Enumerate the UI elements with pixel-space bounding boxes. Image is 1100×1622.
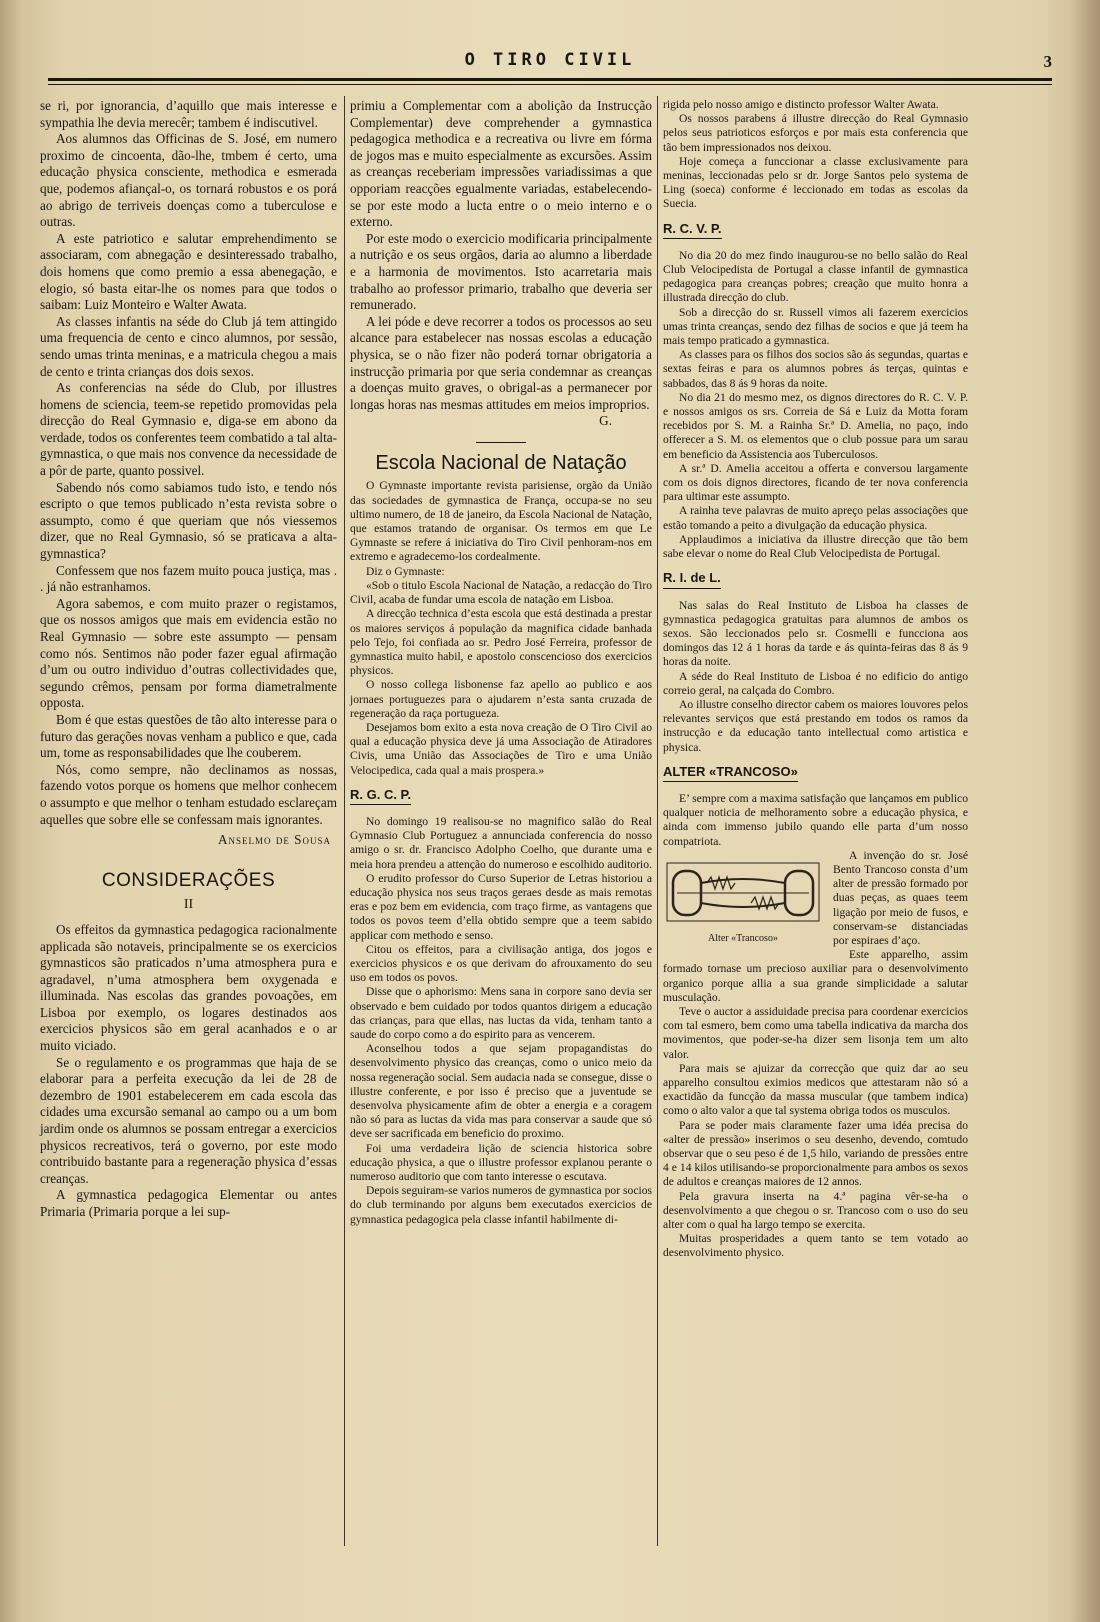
section-heading: R. C. V. P.	[663, 222, 722, 239]
paragraph: «Sob o titulo Escola Nacional de Natação, a redacção do Tiro Civil, acaba de fundar uma escola de natação em Lisboa.	[350, 578, 652, 607]
paragraph: Agora sabemos, e com muito prazer o registamos, que os nossos amigos que mais em evidencia estão no Real Gymnasio — sobre este assumpto — pensam como nós. Sentimos não poder fazer egual afirmação d’um ou outro individuo d’outras collectividades que, segundo crêmos, pensam por forma diametralmente opposta.	[40, 595, 337, 711]
paragraph: Teve o auctor a assiduidade precisa para coordenar exercicios com tal esmero, bem como uma tabella indicativa da marcha dos movimentos, que poder-se-ha dizer sem lisonja tem um alto valor.	[663, 1004, 968, 1061]
paragraph: Sob a direcção do sr. Russell vimos ali fazerem exercicios umas trinta creanças, sendo dez filhas de socios e que já teem ha mais tempo praticado a gymnastica.	[663, 305, 968, 348]
column-2	[350, 98, 652, 1227]
paragraph: Por este modo o exercicio modificaria principalmente a nutrição e os seus orgãos, daria ao alumno a liberdade e a harmonia de movimentos. Isto acarretaria mais trabalho ao professor primario, trabalho que deveria ser remunerado.	[350, 230, 652, 313]
column-1	[40, 98, 337, 1221]
paragraph: Depois seguiram-se varios numeros de gymnastica por socios do club terminando por alguns bem executados exercicios de gymnastica pedagogica pela classe infantil habilmente di-	[350, 1184, 652, 1226]
paragraph: E’ sempre com a maxima satisfação que lançamos em publico qualquer noticia de melhoramento sobre a educação physica, e ainda com immenso jubilo quando elle parta d’um nosso compatriota.	[663, 791, 968, 848]
paragraph: Desejamos bom exito a esta nova creação de O Tiro Civil ao qual a educação physica deve já uma Associação de Atiradores Civis, uma União das Associações de Tiro e uma União Velocipedica, cada qual a mais prospera.»	[350, 720, 652, 777]
paragraph: No dia 21 do mesmo mez, os dignos directores do R. C. V. P. e nossos amigos os srs. Correia de Sá e Luiz da Motta foram recebidos por S. M. a Rainha Sr.ª D. Amelia, no paço, indo offerecer a S. M. os elementos que o club possue para um sarau em beneficio da Assistencia aos Tuberculosos.	[663, 390, 968, 461]
paragraph: Confessem que nos fazem muito pouca justiça, mas . . já não estranhamos.	[40, 562, 337, 595]
paragraph: Este apparelho, assim formado tornase um precioso auxiliar para o desenvolvimento organico porque allia a sua grande simplicidade a salutar musculação.	[663, 948, 968, 1004]
paragraph: Aos alumnos das Officinas de S. José, em numero proximo de cincoenta, dão-lhe, tmbem é certo, uma educação physica consciente, methodica e esmerada que, podemos afiançal-o, os tornará robustos e os porá ao abrigo de terriveis doenças como a tuberculose e outras.	[40, 131, 337, 230]
separator-dash	[476, 442, 526, 443]
paragraph: A lei póde e deve recorrer a todos os processos ao seu alcance para estabelecer nas nossas escolas a educação physica, se o não fizer não poderá tornar obrigatoria a instrucção primaria por que seria condemnar as creanças a doenças muito graves, o obrigal-as a permanecer por longas horas nas mesmas attitudes em meios improprios.	[350, 313, 652, 412]
section-numeral: II	[183, 897, 194, 913]
paragraph: Se o regulamento e os programmas que haja de se elaborar para a perfeita execução da lei de 28 de dezembro de 1901 estabelecerem em cada escola das cidades uma excursão semanal ao campo ou a um bom jardim onde os alumnos se possam entregar a exercicios physicos recreativos, terá o governo, por este modo contribuido bastante para a regeneração physica d’essas creanças.	[40, 1054, 337, 1186]
paragraph: Pela gravura inserta na 4.ª pagina vêr-se-ha o desenvolvimento a que chegou o sr. Trancoso com o uso do seu alter com o qual ha largo tempo se exercita.	[663, 1189, 968, 1232]
paragraph: A gymnastica pedagogica Elementar ou antes Primaria (Primaria porque a lei sup-	[40, 1187, 337, 1219]
paragraph: Nas salas do Real Instituto de Lisboa ha classes de gymnastica pedagogica gratuitas para alumnos de ambos os sexos. São leccionados pelo sr. Cosmelli e funcciona aos domingos das 12 á 1 horas da tarde e ás quinta-feiras das 8 ás 9 horas da noite.	[663, 598, 968, 669]
paragraph: rigida pelo nosso amigo e distincto professor Walter Awata.	[663, 98, 939, 111]
paragraph: Applaudimos a iniciativa da illustre direcção que tão bem sabe elevar o nome do Real Club Velocipedista de Portugal.	[663, 532, 968, 561]
article-signature: Anselmo de Sousa	[218, 832, 331, 848]
paragraph: Disse que o aphorismo: Mens sana in corpore sano devia ser observado e bem cuidado por todos quantos dirigem a educação das crianças, para que ellas, nas luctas da vida, tenham tanto a saude do corpo como a do espirito para as vencerem.	[350, 985, 652, 1041]
newspaper-title: O TIRO CIVIL	[464, 50, 636, 70]
paragraph: O erudito professor do Curso Superior de Letras historiou a educação physica nos seus traços geraes desde as mais remotas eras e poz bem em evidencia, com traço firme, as vantagens que todos os povos teem d’ella obtido sempre que a teem sabido applicar com methodo e senso.	[350, 871, 652, 942]
paragraph: Muitas prosperidades a quem tanto se tem votado ao desenvolvimento physico.	[663, 1232, 968, 1260]
paragraph: A séde do Real Instituto de Lisboa é no edificio do antigo correio geral, na calçada do Combro.	[663, 669, 968, 697]
page-edge-shadow-left	[0, 0, 20, 1622]
page-header	[48, 46, 1052, 76]
escola-article	[350, 479, 652, 1226]
paragraph: Bom é que estas questões de tão alto interesse para o futuro das gerações novas venham a publico e que, cada um, tome as responsabilidades que lhe couberem.	[40, 711, 337, 761]
header-rule-thin	[48, 84, 1052, 85]
paragraph: No domingo 19 realisou-se no magnifico salão do Real Gymnasio Club Portuguez a annunciada conferencia do nosso amigo o sr. dr. Francisco Adolpho Coelho, que durante uma e meia hora prendeu a attenção do numeroso e escolhido auditorio.	[350, 814, 652, 871]
paragraph: Nós, como sempre, não declinamos as nossas, fazendo votos porque os homens que melhor conhecem o assumpto e que melhor o tenham estudado esclareçam aquelles que sobre elle se confessam mais ignorantes.	[40, 761, 337, 827]
header-rule-thick	[48, 78, 1052, 81]
page-number: 3	[1043, 52, 1052, 71]
paragraph: A invenção do sr. José Bento Trancoso consta d’um alter de pressão formado por duas peças, as quaes teem ligação por meio de fusos, e conservam-se distanciadas por espiraes d’aço.	[833, 848, 968, 947]
paragraph: A rainha teve palavras de muito apreço pelas associações que estão tomando a peito a divulgação da educação physica.	[663, 504, 968, 532]
article-initial: G.	[599, 413, 612, 429]
paragraph: As conferencias na séde do Club, por illustres homens de sciencia, teem-se repetido promovidas pela direcção do Real Gymnasio e, diga-se em abono da verdade, todos os conferentes teem combatido a tal alta-gymnastica, o que mais nos convence da necessidade de a pôr de parte, quanto possivel.	[40, 380, 337, 479]
paragraph: Aconselhou todos a que sejam propagandistas do desenvolvimento physico das creanças, como o unico meio da nossa regeneração social. Sem audacia nada se consegue, disse o illustre conferente, e por isso é preciso que a juventude se desenvolva physicamente afim de obter a energia e a coragem não só para as luctas da vida mas para conservar a saude que só deve ser sacrificada em beneficio do proximo.	[350, 1042, 652, 1141]
page-edge-shadow-right	[1070, 0, 1100, 1622]
paragraph: Para se poder mais claramente fazer uma idéa precisa do «alter de pressão» inserimos o seu desenho, devendo, comtudo observar que o seu peso é de 1,5 hilo, variando de pressões entre 4 e 14 kilos utilisando-se proporcionalmente para ambos os sexos de adultos e creanças maiores de 12 annos.	[663, 1118, 968, 1189]
section-heading: R. G. C. P.	[350, 788, 411, 805]
section-heading: CONSIDERAÇÕES	[101, 869, 276, 891]
alter-trancoso-figure	[663, 853, 823, 945]
dumbbell-illustration	[663, 853, 823, 933]
paragraph: A este patriotico e salutar emprehendimento se associaram, com abnegação e desinteressado trabalho, dois homens que como premio a essa abenegação, e elogio, só basta eitar-lhe os nomes para que todos o saibam: Luiz Monteiro e Walter Awata.	[40, 230, 337, 313]
paragraph: Os effeitos da gymnastica pedagogica racionalmente applicada são notaveis, principalmente se os exercicios gymnasticos são praticados n’uma atmosphera pura e agradavel, n’uma atmosphera bem oxygenada e illuminada. Nas escolas das grandes povoações, em Lisboa por exemplo, os logares destinados aos exercicios physicos são em geral acanhados e o ar muito viciado.	[40, 921, 337, 1054]
paragraph: Sabendo nós como sabiamos tudo isto, e tendo nós escripto o que temos publicado n’esta revista sobre o assumpto, como é que queriam que nós viessemos dizer, que no Real Gymnasio, só se praticava a alta-gymnastica?	[40, 479, 337, 562]
paragraph: A sr.ª D. Amelia acceitou a offerta e conversou largamente com os dois dignos directores, ficando de ter nova conferencia para ultimar este assumpto.	[663, 461, 968, 504]
paragraph: A direcção technica d’esta escola que está destinada a prestar os maiores serviços á população da magnifica cidade banhada pelo Tejo, foi confiada ao sr. Pedro José Ferreira, professor de gymnastica muito habil, e apostolo conscencioso dos exercicios physicos.	[350, 607, 652, 678]
section-heading: R. I. de L.	[663, 571, 721, 588]
figure-caption: Alter «Trancoso»	[708, 932, 778, 944]
paragraph: O Gymnaste importante revista parisiense, orgão da União das sociedades de gymnastica de França, occupa-se no seu ultimo numero, de 18 de janeiro, da Escola Nacional de Natação, que estamos tratando de organisar. Os termos em que Le Gymnaste se refere á iniciativa do Tiro Civil penhoram-nos em extremo e agradecemo-los cordealmente.	[350, 479, 652, 564]
paragraph: O nosso collega lisbonense faz apello ao publico e aos jornaes portuguezes para o ajudarem n’esta santa cruzada de regeneração da raça portugueza.	[350, 678, 652, 720]
paragraph: Hoje começa a funccionar a classe exclusivamente para meninas, leccionadas pelo sr dr. Jorge Santos pelo systema de Ling (soeca) conforme é leccionado em todas as escolas da Suecia.	[663, 154, 968, 211]
paragraph: Foi uma verdadeira lição de sciencia historica sobre educação physica, a que o illustre professor explanou perante o numeroso auditorio que com tanto interesse o escutava.	[350, 1141, 652, 1184]
paragraph: No dia 20 do mez findo inaugurou-se no bello salão do Real Club Velocipedista de Portugal a classe infantil de gymnastica pedagogica para creanças pobres; creação que muito honra a illustrada direcção do club.	[663, 248, 968, 305]
paragraph: se ri, por ignorancia, d’aquillo que mais interesse e sympathia lhe devia merecêr; tambem é indiscutivel.	[40, 98, 337, 130]
column-divider	[657, 96, 658, 1546]
paragraph: Citou os effeitos, para a civilisação antiga, dos jogos e exercicios physicos e os que derivam do afrouxamento do seu uso em todos os povos.	[350, 942, 652, 985]
section-heading: Escola Nacional de Natação	[375, 451, 627, 474]
paragraph: Ao illustre conselho director cabem os maiores louvores pelos relevantes serviços que está prestando em todos os ramos da instrucção e da educação tanto intellectual como artistica e physica.	[663, 697, 968, 754]
paragraph: primiu a Complementar com a abolição da Instrucção Complementar) deve comprehender a gymnastica pedagogica methodica e a recreativa ou livre em fórma de jogos mas e muito especialmente as excursões. Assim as creanças receberiam impressões variadissimas a que opporiam reacções egualmente variadas, estabelecendo-se por este modo a lucta entre o o meio interno e o externo.	[350, 98, 652, 230]
column-3	[663, 98, 968, 1261]
paragraph: As classes para os filhos dos socios são ás segundas, quartas e sextas feiras e para os alumnos pobres ás terças, quintas e sabbados, das 8 ás 9 horas da noite.	[663, 348, 968, 390]
paragraph: Diz o Gymnaste:	[366, 564, 445, 578]
column-divider	[344, 96, 345, 1546]
paragraph: Os nossos parabens á illustre direcção do Real Gymnasio pelos seus patrioticos esforços e por mais esta conferencia que tão bem impressionados nos deixou.	[663, 112, 968, 154]
section-heading: ALTER «TRANCOSO»	[663, 765, 798, 782]
paragraph: Para mais se ajuizar da correcção que quiz dar ao seu apparelho consultou eximios medicos que attestaram não só a exactidão da funcção da massa muscular (que tambem indica) como o alto valor a que tal systema obriga todos os musculos.	[663, 1061, 968, 1118]
paragraph: As classes infantis na séde do Club já tem attingido uma frequencia de cento e cinco alumnos, por sessão, sendo umas trinta meninas, e a matricula chegou a mais de cento e trinta crianças dos dois sexos.	[40, 313, 337, 379]
